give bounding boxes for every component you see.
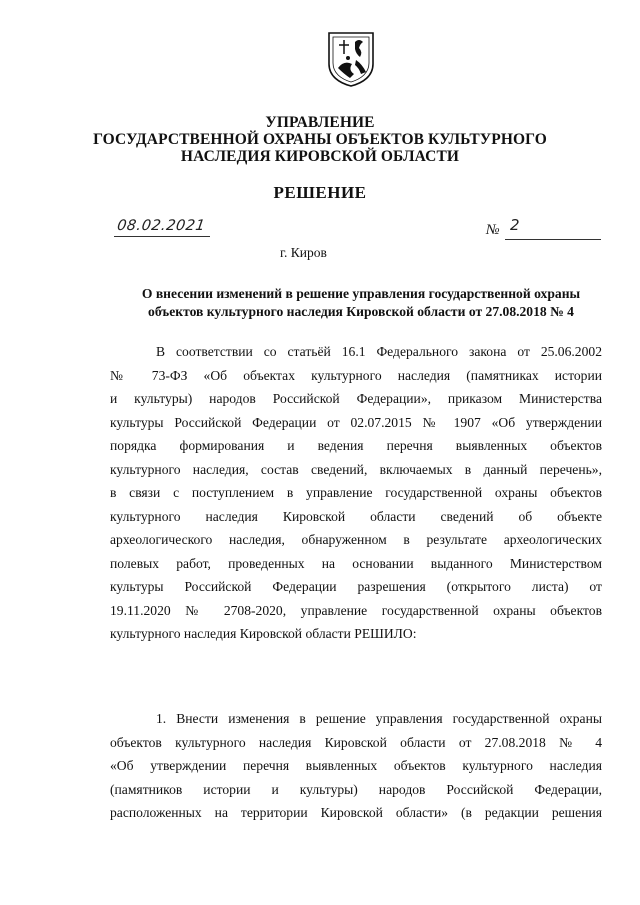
handwritten-date: 08.02.2021 — [116, 218, 207, 234]
text-line: 1. Внести изменения в решение управления государственной охраны — [156, 711, 602, 726]
text-line: культуры Российской Федерации от 02.07.2015 № 1907 «Об утверждении — [110, 414, 602, 430]
text-line: «Об утверждении перечня выявленных объектов культурного наследия — [110, 758, 602, 773]
text-line: В соответствии со статьёй 16.1 Федерального закона от 25.06.2002 — [156, 344, 602, 359]
date-underline — [114, 236, 210, 237]
text-line: 19.11.2020 № 2708-2020, управление государственной охраны объектов — [110, 602, 602, 618]
coat-of-arms-icon — [326, 30, 376, 88]
subject-line: объектов культурного наследия Кировской области от 27.08.2018 № 4 — [148, 304, 574, 319]
number-sign: № — [486, 222, 500, 238]
item-1-paragraph — [110, 707, 602, 825]
text-line: порядка формирования и ведения перечня выявленных объектов — [110, 438, 602, 453]
text-line: расположенных на территории Кировской области» (в редакции решения — [110, 805, 602, 820]
organization-name — [90, 114, 550, 165]
text-line: культурного наследия Кировской области РЕШИЛО: — [110, 626, 417, 641]
number-underline — [505, 239, 601, 240]
org-line: ГОСУДАРСТВЕННОЙ ОХРАНЫ ОБЪЕКТОВ КУЛЬТУРНОГО — [93, 131, 547, 148]
subject-line: О внесении изменений в решение управления государственной охраны — [141, 286, 581, 301]
preamble-paragraph — [110, 340, 602, 646]
handwritten-number: 2 — [510, 216, 520, 234]
document-type-title: РЕШЕНИЕ — [273, 183, 367, 202]
text-line: археологического наследия, обнаруженном в результате археологических — [110, 532, 602, 547]
text-line: № 73-ФЗ «Об объектах культурного наследия (памятниках истории — [110, 367, 602, 383]
text-line: культурного наследия, состав сведений, включаемых в данный перечень», — [110, 461, 602, 477]
text-line: полевых работ, проведенных на основании выданного Министерством — [110, 555, 602, 571]
org-line: УПРАВЛЕНИЕ — [265, 114, 375, 131]
text-line: в связи с поступлением в управление государственной охраны объектов — [110, 485, 602, 500]
text-line: культурного наследия Кировской области сведений об объекте — [110, 508, 602, 524]
text-line: и культуры) народов Российской Федерации», приказом Министерства — [110, 391, 602, 406]
city-label: г. Киров — [280, 245, 327, 260]
decision-subject — [110, 285, 612, 321]
org-line: НАСЛЕДИЯ КИРОВСКОЙ ОБЛАСТИ — [180, 148, 460, 165]
text-line: объектов культурного наследия Кировской области от 27.08.2018 № 4 — [110, 734, 602, 750]
text-line: (памятников истории и культуры) народов Российской Федерации, — [110, 781, 602, 797]
text-line: культуры Российской Федерации разрешения (открытого листа) от — [110, 579, 602, 594]
